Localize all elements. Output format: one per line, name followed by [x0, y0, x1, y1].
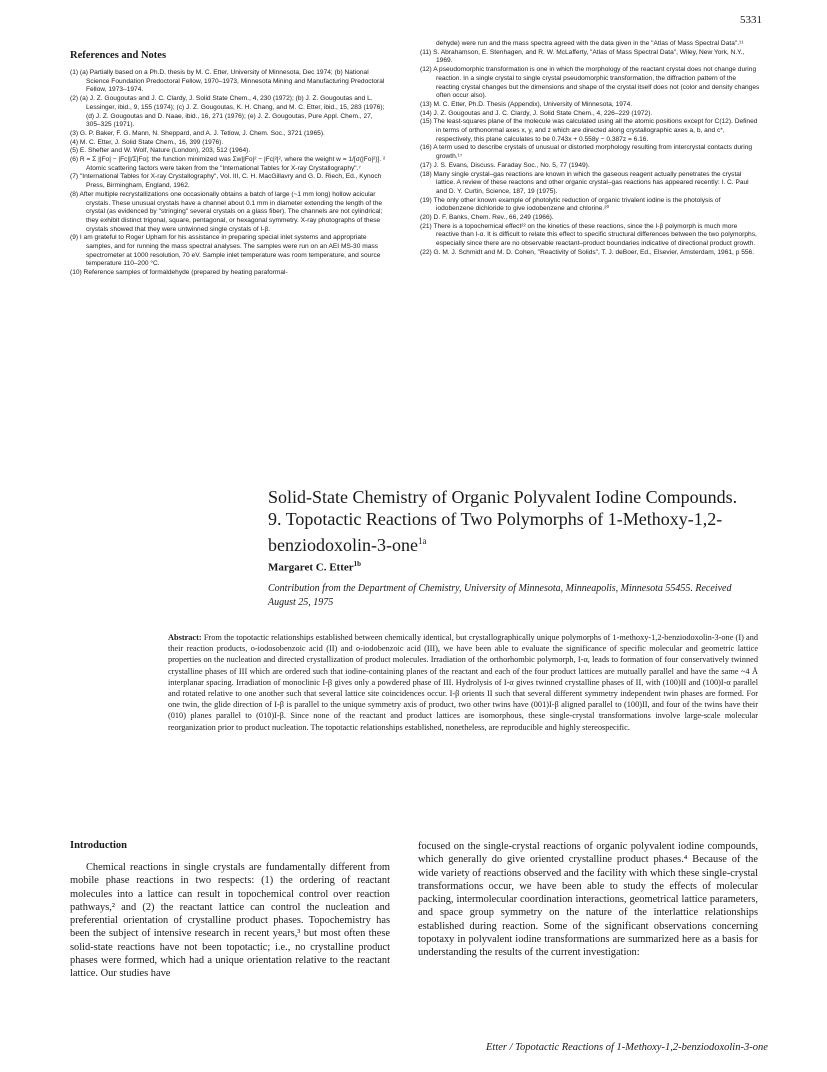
reference-item: (11) S. Abrahamson, E. Stenhagen, and R. W. McLafferty, "Atlas of Mass Spectral Data", Wiley, New York, N.Y., 1969. [420, 48, 745, 65]
references-heading: References and Notes [70, 50, 167, 61]
references-list-left [70, 69, 386, 278]
introduction-paragraph: Chemical reactions in single crystals are fundamentally different from mobile phase reactions in two respects: (1) the ordering of reactant molecules into a lattice can result in topochemical control over reaction pathways,² and (2) the reactant lattice can control the nucleation and preferential orientation of crystalline product phases. Topochemistry has been the subject of intensive research in recent years,³ but most often these solid-state reactions have not been topotactic; i.e., no crystalline product phases were formed, which had a unique orientation relative to the reactant lattice. Our studies have [70, 862, 390, 980]
references-left-column [70, 40, 386, 278]
reference-item: (9) I am grateful to Roger Upham for his assistance in preparing special inlet systems and appropriate samples, and for running the mass spectral analyses. The samples were run on an AEI MS-30 mass spectrometer at 1000 resolution, 70 eV. Sample inlet temperature was room temperature, and source temperature 110–200 °C. [70, 234, 381, 268]
reference-item: (6) R = Σ ||Fo| − |Fc||/Σ|Fo|; the function minimized was Σw||Fo|² − |Fc|²|², where the weight w = 1/[σ(|Fo|²)]. ² Atomic scattering factors were taken from the "International Tables for X-ray Crystallography".⁷ [70, 156, 386, 172]
reference-item: (15) The least-squares plane of the molecule was calculated using all the atomic positions except for C(12). Defined in terms of orthonormal axes x, y, and z which are directed along crystallographic axes a, b, and c*, respectively, this plane calculates to be 0.743x + 0.558y − 0.387z = 6.16. [420, 118, 758, 143]
reference-item: (4) M. C. Etter, J. Solid State Chem., 16, 399 (1976). [70, 138, 224, 146]
title-footnote-mark: 1a [417, 536, 427, 546]
article-title-text: Solid-State Chemistry of Organic Polyvalent Iodine Compounds. 9. Topotactic Reactions of Two Polymorphs of 1-Methoxy-1,2-benziodoxolin-3-one [268, 487, 738, 555]
reference-item: (17) J. S. Evans, Discuss. Faraday Soc., No. 5, 77 (1949). [420, 161, 590, 169]
introduction-continuation: focused on the single-crystal reactions of organic polyvalent iodine compounds, which generally do give oriented crystalline product phases.⁴ Because of the wide variety of reactions observed and the facility with which these single-crystal transformations occur, we have been able to study the effects of molecular packing, intermolecular coordination interactions, geometrical lattice parameters, and space group symmetry on the nature of the interlattice relationships established during reaction. Some of the significant observations concerning topotaxy in polyvalent iodine transformations are summarized here as a basis for understanding the results of the current investigation: [418, 841, 758, 959]
author-footnote-mark: 1b [353, 560, 362, 568]
affiliation: Contribution from the Department of Chemistry, University of Minnesota, Minneapolis, Minnesota 55455. Received August 25, 1975 [268, 583, 732, 608]
reference-item: (2) (a) J. Z. Gougoutas and J. C. Clardy, J. Solid State Chem., 4, 230 (1972); (b) J. Z. Gougoutas and L. Lessinger, ibid., 9, 155 (1974); (c) J. Z. Gougoutas, K. H. Chang, and M. C. Etter, ibid., 15, 283 (1976); (d) J. Z. Gougoutas and D. Naae, ibid., 16, 271 (1976); (e) J. Z. Gougoutas, Pure Appl. Chem., 27, 305–325 (1971). [70, 95, 385, 129]
reference-item: (22) G. M. J. Schmidt and M. D. Cohen, "Reactivity of Solids", T. J. deBoer, Ed., Elsevier, Amsterdam, 1961, p 556. [420, 248, 755, 256]
reference-item: (3) G. P. Baker, F. G. Mann, N. Sheppard, and A. J. Tetlow, J. Chem. Soc., 3721 (1965). [70, 129, 325, 137]
reference-item: (1) (a) Partially based on a Ph.D. thesis by M. C. Etter, University of Minnesota, Dec 1974; (b) National Science Foundation Predoctoral Fellow, 1970–1973, Minnesota Mining and Manufacturing Predoctoral Fellow, 1973–1974. [70, 69, 385, 94]
abstract-label: Abstract: [168, 633, 202, 642]
reference-item: (13) M. C. Etter, Ph.D. Thesis (Appendix), University of Minnesota, 1974. [420, 100, 633, 108]
page-number: 5331 [740, 14, 762, 26]
reference-item: (16) A term used to describe crystals of unusual or distorted morphology resulting from intercrystal contacts during growth.¹⁷ [420, 144, 753, 161]
author [268, 560, 361, 574]
reference-item: (19) The only other known example of photolytic reduction of organic trivalent iodine is the photolysis of iodobenzene dichloride to give iodobenzene and chlorine.²⁰ [420, 196, 721, 213]
references-right-column [420, 40, 760, 258]
running-footer: Etter / Topotactic Reactions of 1-Methoxy-1,2-benziodoxolin-3-one [486, 1042, 768, 1053]
reference-item: (18) Many single crystal–gas reactions are known in which the gaseous reagent actually penetrates the crystal lattice. A review of these reactons and other organic crystal–gas reactions has appeared recently: I. C. Paul and D. Y. Curtin, Science, 187, 19 (1975). [420, 170, 749, 195]
article-title [268, 486, 748, 556]
reference-item: (7) "International Tables for X-ray Crystallography", Vol. III, C. H. MacGillavry and G. D. Riech, Ed., Kynoch Press, Birmingham, England, 1962. [70, 173, 382, 190]
reference-item: (12) A pseudomorphic transformation is one in which the morphology of the reactant crystal does not change during reaction. In a single crystal to single crystal pseudomorphic transformation, the diffraction pattern of the reacting crystal changes but the dimensions and shape of the crystal itself does not (color and density changes often occur also). [420, 66, 760, 100]
reference-item: (20) D. F. Banks, Chem. Rev., 66, 249 (1966). [420, 214, 554, 222]
introduction-left-column [70, 840, 390, 981]
abstract-text: From the topotactic relationships established between chemically identical, but crystallographically unique polymorphs of 1-methoxy-1,2-benziodoxolin-3-one (I) and their reaction products, o-iodosobenzoic acid (II) and o-iodobenzoic acid (III), we have been able to evaluate the significance of specific molecular and geometric lattice properties on the nucleation and directed crystallization of product molecules. Irradiation of the orthorhombic polymorph, I-α, leads to formation of four conservatively twinned crystalline phases of III which are ordered such that iodine-containing planes of the reactant and each of the four product lattices are mutually parallel and have the same ~4 Å interplanar spacing. Irradiation of monoclinic I-β gives only a powdered phase of III. Hydrolysis of I-α gives twinned crystalline phases of II, with (100)II and (100)I-α parallel and rotated relative to one another such that several lattice site coincidences occur. I-β orients II such that several different symmetry independent twin phases are formed. For one twin, the glide direction of I-β is parallel to the unique symmetry axis of product, two other twins have (001)I-β aligned parallel to (100)II, and four of the twins have their (010) planes parallel to (010)I-β. Since none of the reactant and product lattices are isomorphous, these single-crystal transformations involve large-scale molecular reorganization prior to product nucleation. The topotactic relationships established, nonetheless, are reproducible and highly stereospecific. [168, 633, 758, 732]
references-list-right [420, 49, 760, 258]
introduction-right-column [418, 840, 758, 960]
reference-continuation: dehyde) were run and the mass spectra agreed with the data given in the "Atlas of Mass Spectral Data".¹¹ [436, 40, 744, 47]
author-name: Margaret C. Etter [268, 561, 354, 574]
reference-item: (21) There is a topochemical effect²² on the kinetics of these reactions, since the I-β polymorph is much more reactive than I-α. It is difficult to relate this effect to specific structural differences between the two polymorphs, especially since there are no observable reactant–product boundaries indicative of directional product growth. [420, 222, 757, 248]
reference-item: (5) E. Shefter and W. Wolf, Nature (London), 203, 512 (1964). [70, 147, 251, 155]
reference-item: (14) J. Z. Gougoutas and J. C. Clardy, J. Solid State Chem., 4, 226–229 (1972). [420, 109, 653, 117]
introduction-heading: Introduction [70, 840, 127, 851]
abstract [168, 632, 758, 733]
reference-item: (8) After multiple recrystallizations one occasionally obtains a batch of large (~1 mm long) hollow acicular crystals. These unusual crystals have a channel about 0.1 mm in diameter extending the length of the crystal (as evidenced by "stringing" several crystals on a glass fiber). The channels are not cylindrical; they exhibit distinct trigonal, square, pentagonal, or hexagonal symmetry. X-ray photographs of these crystals showed that they were untwinned single crystals of I-β. [70, 190, 383, 233]
reference-item: (10) Reference samples of formaldehyde (prepared by heating paraformal- [70, 269, 288, 277]
